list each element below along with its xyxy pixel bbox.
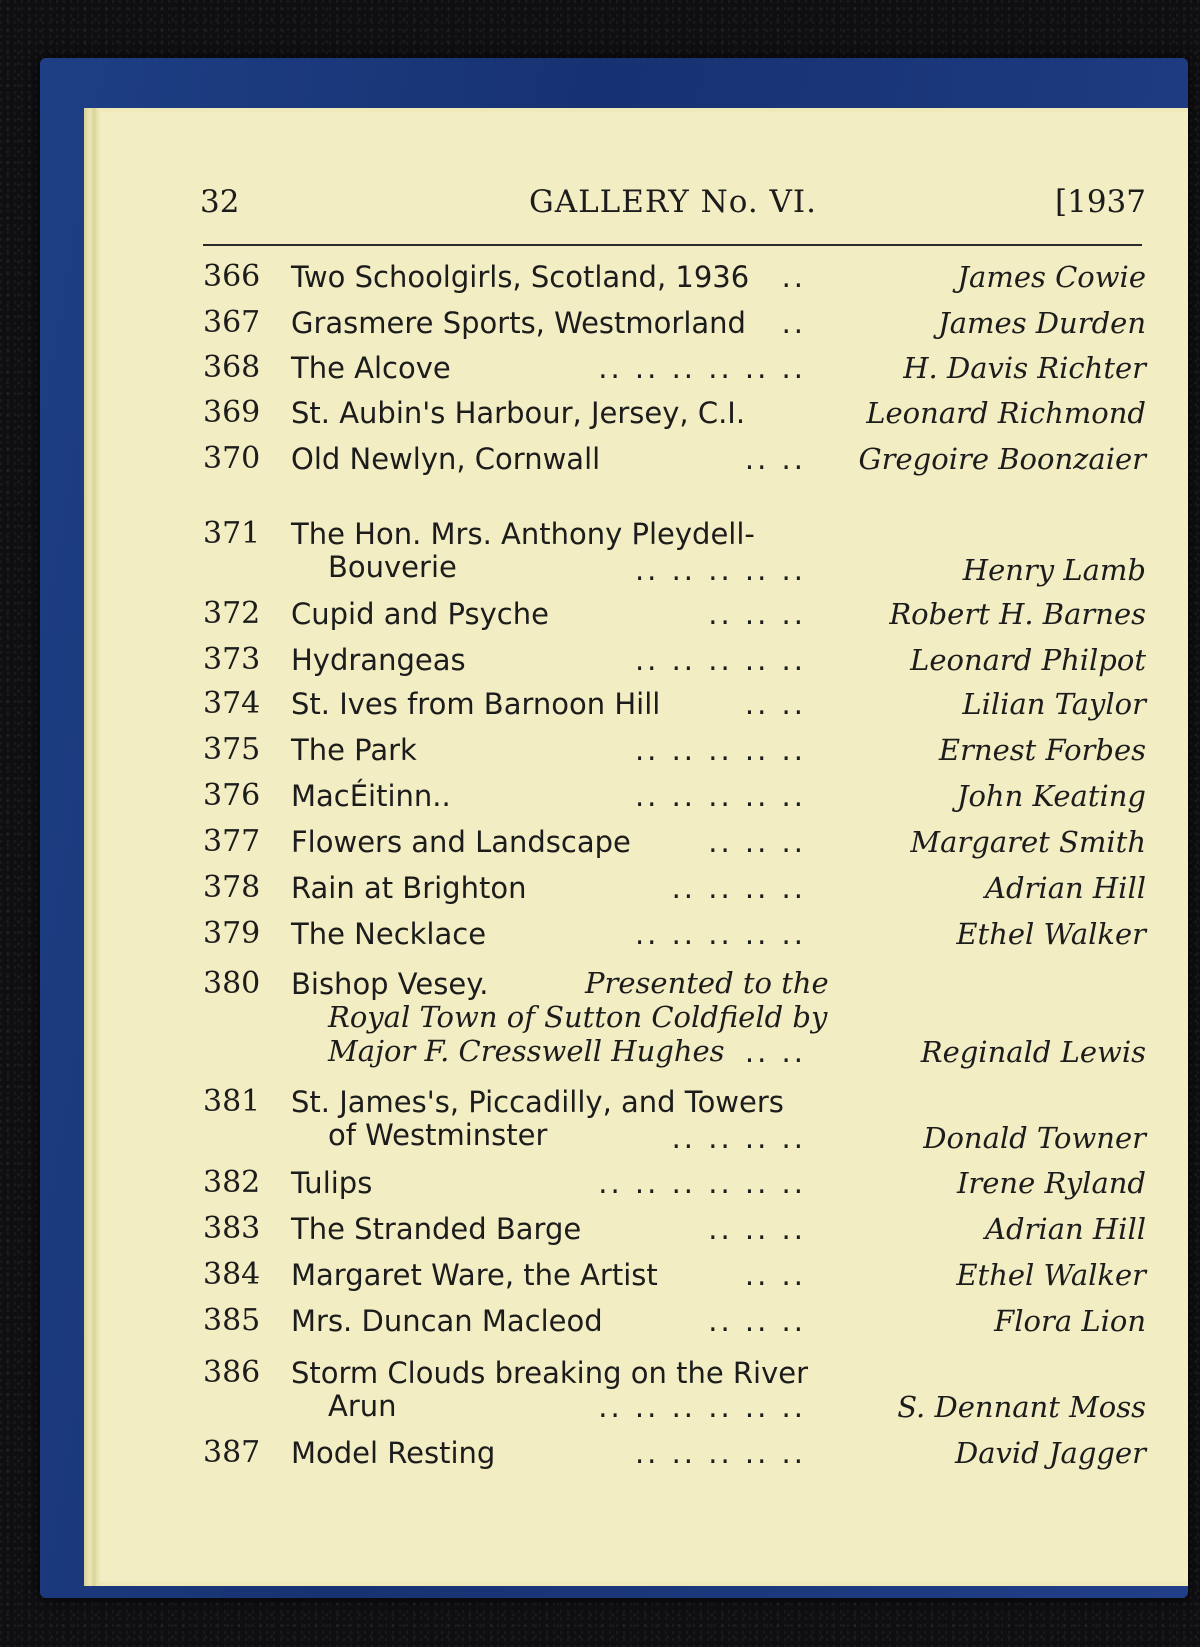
catalogue-entry bbox=[200, 254, 1146, 300]
entry-title: Flowers and Landscape bbox=[291, 825, 631, 859]
entry-title: Tulips bbox=[291, 1166, 373, 1200]
catalogue-entry bbox=[200, 681, 1146, 727]
catalogue-entry bbox=[200, 637, 1146, 683]
entry-number: 373 bbox=[203, 642, 261, 677]
entry-title-continued: Arun bbox=[328, 1389, 397, 1423]
entry-title-continued: Royal Town of Sutton Coldfield by bbox=[328, 1000, 828, 1034]
entry-number: 384 bbox=[203, 1257, 261, 1292]
entry-artist: David Jagger bbox=[954, 1436, 1146, 1470]
entry-title: Model Resting bbox=[291, 1436, 496, 1470]
entry-title: The Necklace bbox=[291, 917, 487, 951]
entry-title: The Hon. Mrs. Anthony Pleydell- bbox=[291, 517, 755, 551]
entry-leader: .. .. .. .. .. bbox=[634, 553, 806, 587]
catalogue-entry bbox=[200, 1350, 1146, 1432]
entry-leader: .. .. .. bbox=[708, 597, 806, 631]
entry-title: Margaret Ware, the Artist bbox=[291, 1258, 658, 1292]
catalogue-entry bbox=[200, 300, 1146, 346]
header-rule bbox=[203, 244, 1142, 246]
entry-title: Grasmere Sports, Westmorland bbox=[291, 306, 746, 340]
entry-title: Mrs. Duncan Macleod bbox=[291, 1304, 603, 1338]
entry-leader: .. .. .. .. .. bbox=[634, 643, 806, 677]
entry-leader: .. .. .. .. bbox=[671, 871, 806, 905]
entry-title: St. Aubin's Harbour, Jersey, C.I. bbox=[291, 396, 746, 430]
entry-leader: .. .. .. .. .. .. bbox=[598, 351, 806, 385]
entry-leader: .. bbox=[781, 306, 806, 340]
entry-leader: .. .. bbox=[744, 442, 806, 476]
catalogue-entry bbox=[200, 773, 1146, 819]
entry-title: Old Newlyn, Cornwall bbox=[291, 442, 601, 476]
entry-leader: .. .. .. .. .. bbox=[634, 779, 806, 813]
entry-number: 367 bbox=[203, 305, 261, 340]
catalogue-entry bbox=[200, 1206, 1146, 1252]
entry-artist: James Cowie bbox=[957, 260, 1146, 294]
entry-leader: .. .. bbox=[744, 687, 806, 721]
entry-title-continued: of Westminster bbox=[328, 1118, 548, 1152]
entry-title-continued: Bouverie bbox=[328, 550, 457, 584]
entry-number: 375 bbox=[203, 732, 261, 767]
entry-number: 372 bbox=[203, 596, 261, 631]
entry-number: 385 bbox=[203, 1303, 261, 1338]
entry-leader: .. .. .. bbox=[708, 825, 806, 859]
entry-artist: Irene Ryland bbox=[956, 1166, 1146, 1200]
entry-leader: .. .. .. .. .. bbox=[634, 1436, 806, 1470]
entry-artist: Leonard Richmond bbox=[866, 396, 1146, 430]
entry-artist: Ethel Walker bbox=[956, 917, 1146, 951]
entry-number: 386 bbox=[203, 1355, 261, 1390]
entry-artist: Reginald Lewis bbox=[920, 1035, 1146, 1069]
catalogue-entry bbox=[200, 1079, 1146, 1161]
entry-artist: H. Davis Richter bbox=[903, 351, 1146, 385]
entry-artist: Gregoire Boonzaier bbox=[858, 442, 1146, 476]
catalogue-entry bbox=[200, 819, 1146, 865]
entry-number: 374 bbox=[203, 686, 261, 721]
entry-number: 371 bbox=[203, 516, 261, 551]
entry-title: Rain at Brighton bbox=[291, 871, 527, 905]
entry-number: 368 bbox=[203, 350, 261, 385]
entry-title: The Stranded Barge bbox=[291, 1212, 582, 1246]
entry-title-italic: Presented to the bbox=[585, 966, 829, 1000]
entry-artist: Adrian Hill bbox=[985, 1212, 1146, 1246]
entry-leader: .. .. .. .. .. .. bbox=[598, 1166, 806, 1200]
catalogue-entry bbox=[200, 865, 1146, 911]
entry-artist: Flora Lion bbox=[994, 1304, 1146, 1338]
entry-title: St. James's, Piccadilly, and Towers bbox=[291, 1085, 784, 1119]
entry-artist: Robert H. Barnes bbox=[889, 597, 1146, 631]
entry-artist: Ernest Forbes bbox=[938, 733, 1146, 767]
entry-title: The Park bbox=[291, 733, 417, 767]
entry-number: 387 bbox=[203, 1435, 261, 1470]
entry-title: Cupid and Psyche bbox=[291, 597, 549, 631]
entry-leader: .. bbox=[781, 260, 806, 294]
entry-number: 382 bbox=[203, 1165, 261, 1200]
entry-artist: John Keating bbox=[956, 779, 1146, 813]
entry-artist: Henry Lamb bbox=[962, 553, 1146, 587]
entry-title: Storm Clouds breaking on the River bbox=[291, 1356, 809, 1390]
page-title: GALLERY No. VI. bbox=[528, 184, 818, 220]
catalogue-entry bbox=[200, 1252, 1146, 1298]
entry-title: MacÉitinn.. bbox=[291, 779, 451, 813]
entry-artist: Leonard Philpot bbox=[910, 643, 1146, 677]
entry-title: St. Ives from Barnoon Hill bbox=[291, 687, 661, 721]
entry-leader: .. .. .. bbox=[708, 1212, 806, 1246]
entry-number: 378 bbox=[203, 870, 261, 905]
entry-leader: .. .. .. bbox=[708, 1304, 806, 1338]
entry-artist: Adrian Hill bbox=[985, 871, 1146, 905]
entry-leader: .. .. .. .. bbox=[671, 1121, 806, 1155]
entry-artist: S. Dennant Moss bbox=[897, 1390, 1146, 1424]
entry-number: 379 bbox=[203, 916, 261, 951]
entry-number: 366 bbox=[203, 259, 261, 294]
entry-artist: Donald Towner bbox=[923, 1121, 1146, 1155]
entry-title: Two Schoolgirls, Scotland, 1936 bbox=[291, 260, 750, 294]
entry-title: Hydrangeas bbox=[291, 643, 466, 677]
catalogue-entry bbox=[200, 390, 1146, 436]
catalogue-entry bbox=[200, 911, 1146, 957]
entry-number: 369 bbox=[203, 395, 261, 430]
catalogue-entry bbox=[200, 591, 1146, 637]
entry-leader: .. .. .. .. .. bbox=[634, 733, 806, 767]
entry-number: 370 bbox=[203, 441, 261, 476]
catalogue-entry bbox=[200, 436, 1146, 482]
catalogue-entry bbox=[200, 727, 1146, 773]
catalogue-entry bbox=[200, 1160, 1146, 1206]
catalogue-entry bbox=[200, 345, 1146, 391]
catalogue-entry bbox=[200, 961, 1146, 1071]
entry-title-continued: Major F. Cresswell Hughes bbox=[328, 1034, 725, 1068]
page-header bbox=[200, 178, 1146, 226]
catalogue-entry bbox=[200, 1298, 1146, 1344]
entry-artist: Ethel Walker bbox=[956, 1258, 1146, 1292]
entry-number: 383 bbox=[203, 1211, 261, 1246]
catalogue-entry bbox=[200, 511, 1146, 593]
catalogue-entry bbox=[200, 1430, 1146, 1476]
page-number: 32 bbox=[200, 184, 240, 220]
entry-number: 380 bbox=[203, 966, 261, 1001]
entry-artist: James Durden bbox=[938, 306, 1146, 340]
entry-leader: .. .. .. .. .. .. bbox=[598, 1390, 806, 1424]
entry-artist: Margaret Smith bbox=[910, 825, 1146, 859]
entry-leader: .. .. bbox=[744, 1035, 806, 1069]
entry-title: Bishop Vesey. bbox=[291, 967, 489, 1001]
entry-number: 376 bbox=[203, 778, 261, 813]
entry-leader: .. .. .. .. .. bbox=[634, 917, 806, 951]
entry-title: The Alcove bbox=[291, 351, 451, 385]
entry-number: 381 bbox=[203, 1084, 261, 1119]
entry-artist: Lilian Taylor bbox=[962, 687, 1146, 721]
entry-number: 377 bbox=[203, 824, 261, 859]
page-year: [1937 bbox=[1055, 184, 1146, 220]
entry-leader: .. .. bbox=[744, 1258, 806, 1292]
